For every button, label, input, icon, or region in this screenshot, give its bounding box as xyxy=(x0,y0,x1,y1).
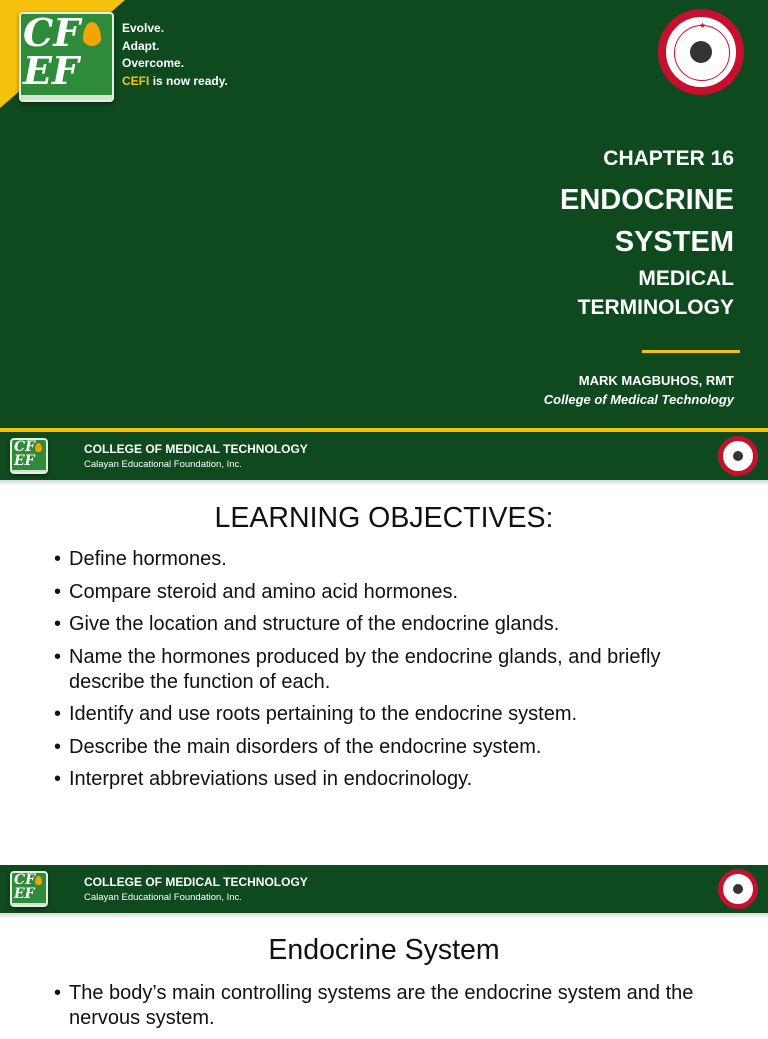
header-subtitle: Calayan Educational Foundation, Inc. xyxy=(84,459,242,470)
objective-item: • Interpret abbreviations used in endocrinology. xyxy=(54,767,734,792)
title-line-1: ENDOCRINE xyxy=(559,184,734,216)
title-line-2: SYSTEM xyxy=(614,226,734,258)
tagline xyxy=(122,20,228,90)
tagline-accent: CEFI xyxy=(122,73,150,88)
flame-icon xyxy=(83,22,101,46)
objective-item: • Identify and use roots pertaining to the endocrine system. xyxy=(54,702,734,727)
logo-strip xyxy=(12,470,46,472)
objectives-heading: LEARNING OBJECTIVES: xyxy=(214,502,554,534)
logo-text-top: CF xyxy=(23,12,81,55)
microscope-icon xyxy=(733,884,743,894)
star-icon: ★ xyxy=(699,21,707,30)
cefi-seal-small xyxy=(718,869,758,909)
gold-divider xyxy=(642,350,740,353)
subtitle-line-2: TERMINOLOGY xyxy=(577,296,734,319)
header-title: COLLEGE OF MEDICAL TECHNOLOGY xyxy=(84,442,308,456)
header-title: COLLEGE OF MEDICAL TECHNOLOGY xyxy=(84,875,308,889)
header-subtitle: Calayan Educational Foundation, Inc. xyxy=(84,892,242,903)
tagline-line-2: Adapt. xyxy=(122,38,160,53)
endocrine-heading: Endocrine System xyxy=(268,934,500,966)
logo-text-top: CF xyxy=(14,439,36,455)
chapter-label: CHAPTER 16 xyxy=(603,147,734,170)
microscope-icon xyxy=(690,41,712,63)
cefi-logo xyxy=(19,12,114,102)
author-name: MARK MAGBUHOS, RMT xyxy=(578,373,734,388)
objectives-list xyxy=(54,547,734,800)
tagline-rest: is now ready. xyxy=(152,73,228,88)
flame-icon xyxy=(35,876,42,885)
college-name: College of Medical Technology xyxy=(543,392,734,407)
logo-text-bottom: EF xyxy=(23,48,79,93)
tagline-line-1: Evolve. xyxy=(122,21,165,35)
flame-icon xyxy=(35,443,42,452)
subtitle-line-1: MEDICAL xyxy=(638,267,734,290)
cefi-seal xyxy=(658,9,744,95)
seal-body xyxy=(663,14,739,90)
objective-item: • Describe the main disorders of the endocrine system. xyxy=(54,735,734,760)
seal-body xyxy=(721,872,755,906)
logo-strip xyxy=(21,95,112,100)
slide-header-bar xyxy=(0,865,768,913)
logo-strip xyxy=(12,903,46,905)
seal-body xyxy=(721,439,755,473)
cefi-logo-small xyxy=(10,438,48,474)
tagline-line-4 xyxy=(122,73,228,91)
objective-item: • Define hormones. xyxy=(54,547,734,572)
microscope-icon xyxy=(733,451,743,461)
tagline-line-3: Overcome. xyxy=(122,56,185,70)
slide-header-bar xyxy=(0,432,768,480)
objective-item: • Compare steroid and amino acid hormones. xyxy=(54,580,734,605)
header-shadow xyxy=(0,480,768,486)
objective-item: • Name the hormones produced by the endocrine glands, and briefly describe the function of each. xyxy=(54,645,734,695)
logo-text-bottom: EF xyxy=(14,453,35,469)
logo-text-bottom: EF xyxy=(14,886,35,902)
title-slide xyxy=(0,0,768,432)
cefi-logo-small xyxy=(10,871,48,907)
logo-text-top: CF xyxy=(14,872,36,888)
objective-item: • Give the location and structure of the endocrine glands. xyxy=(54,612,734,637)
endocrine-list xyxy=(54,981,734,1039)
header-shadow xyxy=(0,913,768,919)
cefi-seal-small xyxy=(718,436,758,476)
endocrine-item: • The body’s main controlling systems are the endocrine system and the nervous system. xyxy=(54,981,734,1031)
